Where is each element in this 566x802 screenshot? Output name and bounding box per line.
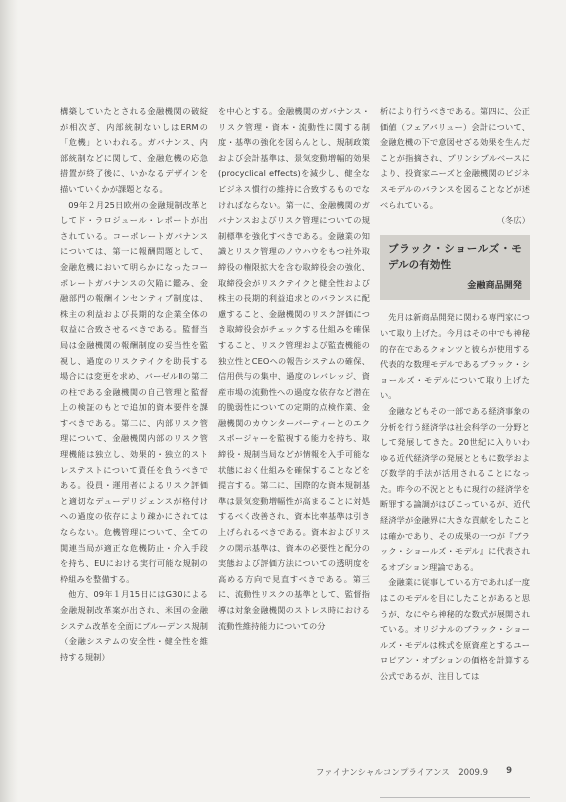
paragraph: 金融などもその一部である経済事象の分析を行う経済学は社会科学の一分野として発展してきた。20世紀に入りいわゆる近代経済学の発展とともに数学および数学的手法が活用されることになった。昨今の不況とともに現行の経済学を断罪する論調がはびこっているが、近代経済学が金融界に大きな貢献をしたことは確かであり、その成果の一つが『ブラック・ショールズ・モデル』に代表されるオプション理論である。: [380, 405, 530, 572]
column-1: [60, 104, 208, 665]
page-spine-shadow: [0, 0, 18, 802]
paragraph: 先月は新商品開発に関わる専門家について取り上げた。今月はその中でも神秘的存在であるクォンツと彼らが使用する代表的な数理モデルであるブラック・ショールズ・モデルについて取り上げたい。: [380, 312, 530, 401]
footer-rule: [380, 797, 530, 798]
section-category: 金融商品開発: [467, 280, 522, 291]
paragraph: を中心とする。金融機関のガバナンス・リスク管理・資本・流動性に関する制度・基準の強化を図らんとし、規制政策および会計基準は、景気変動増幅的効果(procyclical effects)を減少し、健全なビジネス慣行の維持に合致するものでなければならない。第一に、金融機関のガバナンスおよびリスク管理についての規制標準を強化すべきである。金融業の知識とリスク管理のノウハウをもつ社外取締役の権限拡大を含む取締役会の強化、取締役会がリスクテイクと健全性および株主の長期的利益追求とのバランスに配慮すること、金融機関のリスク評価につき取締役会がチェックする仕組みを確保すること、リスク管理および監査機能の独立性とCEOへの報告システムの確保、信用供与の集中、過度のレバレッジ、資産市場の流動性への過度な依存など潜在的脆弱性についての定期的点検作業、金融機関のカウンターパーティーとのエクスポージャーを監視する能力を持ち、取締役・規制当局などが情報を入手可能な状態におく仕組みを確保することなどを提言する。第二に、国際的な資本規制基準は景気変動増幅性が高まることに対処するべく改善され、資本比率基準は引き上げられるべきである。資本およびリスクの開示基準は、資本の必要性と配分の実態および評価方法についての透明度を高める方向で見直すべきである。第三に、流動性リスクの基準として、監督指導は対象金融機関のストレス時における流動性維持能力についての分: [218, 106, 370, 631]
section-title: ブラック・ショールズ・モデルの有効性: [388, 242, 522, 271]
column-2: [218, 104, 370, 634]
paragraph: 他方、09年１月15日にはG30による金融規制改革案が出され、米国の金融システム改革を全面にプルーデンス規制（金融システムの安全性・健全性を維持する規制）: [60, 589, 208, 662]
section-heading-box: [380, 235, 530, 301]
page-number: 9: [506, 766, 512, 776]
column-3: [380, 104, 530, 685]
paragraph: 09年２月25日欧州の金融規制改革としてド・ラロジュール・レポートが出されている。コーポレートガバナンスについては、第一に報酬問題として、金融危機において明らかになったコーポレートガバナンスの欠陥に鑑み、金融部門の報酬インセンティブ制度は、株主の利益および長期的な企業全体の収益に合致させるべきである。監督当局は金融機関の報酬制度の妥当性を監視し、過度のリスクテイクを助長する場合には変更を求め、バーゼルⅡの第二の柱である金融機関の自己管理と監督上の検証のもとで追加的資本要件を課すべきである。第二に、内部リスク管理について、金融機関内部のリスク管理機能は独立し、効果的・独立的ストレステストについて責任を負うべきである。役員・運用者によるリスク評価と適切なデューデリジェンスが格付けへの過度の依存により疎かにされてはならない。危機管理について、全ての関連当局が適正な危機防止・介入手段を持ち、EUにおける実行可能な規制の枠組みを整備する。: [60, 199, 208, 584]
paragraph: 析により行うべきである。第四に、公正価値（フェアバリュー）会計について、金融危機の下で意図せざる効果を生んだことが指摘され、プリンシプルベースにより、投資家ニーズと金融機関のビジネスモデルのバランスを図ることなどが述べられている。: [380, 106, 530, 210]
paragraph: 金融業に従事している方であれば一度はこのモデルを目にしたことがあると思うが、なにやら神秘的な数式が展開されている。オリジナルのブラック・ショールズ・モデルは株式を原資産とするユーロピアン・オプションの価格を計算する公式であるが、注目しては: [380, 577, 530, 681]
paragraph: 構築していたとされる金融機関の破綻が相次ぎ、内部統制ないしはERMの「危機」といわれる。ガバナンス、内部統制などに関して、金融危機の応急措置が終了後に、いかなるデザインを描いていくかが課題となる。: [60, 106, 208, 194]
page-footer: [0, 766, 566, 780]
magazine-name: ファイナンシャルコンプライアンス 2009.9: [315, 768, 488, 778]
author-signature: （冬広）: [496, 215, 530, 226]
